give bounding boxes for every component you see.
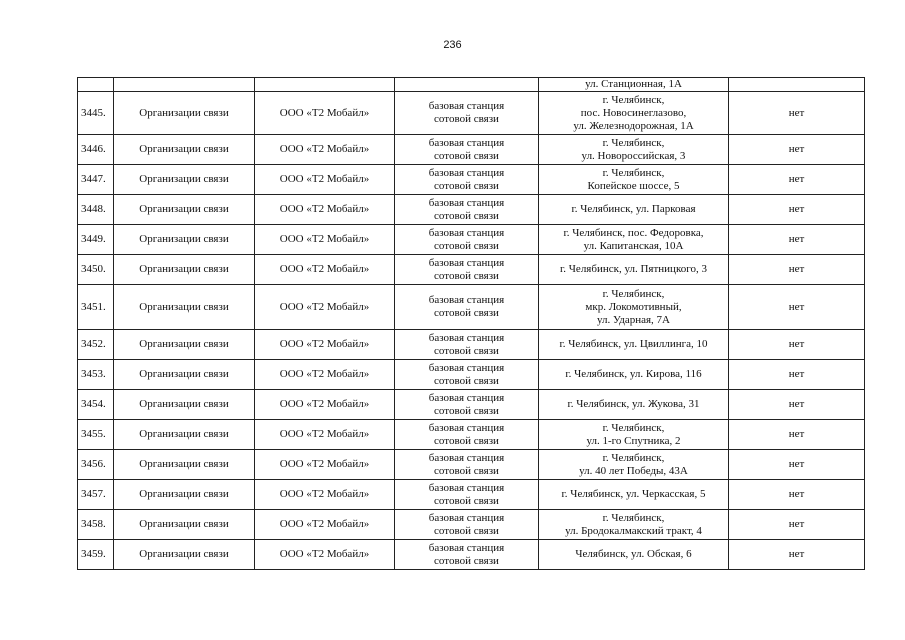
cell-organization: ООО «Т2 Мобайл» [255,165,395,195]
object-line: базовая станция [428,256,505,269]
cell-object [395,165,539,195]
cell-status: нет [729,195,865,225]
cell-category: Организации связи [114,420,255,450]
cell-object [395,92,539,135]
table-row [78,540,865,570]
cell-object [395,420,539,450]
cell-number [78,78,114,92]
address-line: ул. Капитанская, 10А [583,239,684,252]
cell-object [395,510,539,540]
cell-address [539,330,729,360]
object-line: базовая станция [428,166,505,179]
cell-organization: ООО «Т2 Мобайл» [255,92,395,135]
object-line: базовая станция [428,421,505,434]
cell-organization: ООО «Т2 Мобайл» [255,255,395,285]
cell-status: нет [729,360,865,390]
cell-address [539,450,729,480]
cell-organization: ООО «Т2 Мобайл» [255,330,395,360]
cell-category: Организации связи [114,165,255,195]
cell-organization: ООО «Т2 Мобайл» [255,510,395,540]
object-line: сотовой связи [434,239,499,252]
cell-category: Организации связи [114,285,255,330]
cell-address [539,510,729,540]
cell-status: нет [729,330,865,360]
table-row [78,360,865,390]
cell-organization: ООО «Т2 Мобайл» [255,225,395,255]
object-line: базовая станция [428,294,505,306]
cell-object [395,195,539,225]
cell-number: 3458. [78,510,114,540]
cell-object [395,255,539,285]
address-line: г. Челябинск, пос. Федоровка, [563,226,704,239]
cell-category: Организации связи [114,195,255,225]
address-line: Челябинск, ул. Обская, 6 [575,548,692,560]
cell-number: 3448. [78,195,114,225]
cell-object [395,390,539,420]
object-line: базовая станция [428,481,505,494]
cell-organization: ООО «Т2 Мобайл» [255,420,395,450]
cell-status: нет [729,135,865,165]
address-line: мкр. Локомотивный, [585,300,682,313]
address-line: г. Челябинск, ул. Цвиллинга, 10 [559,338,708,350]
cell-category: Организации связи [114,390,255,420]
object-line: базовая станция [428,541,505,554]
object-line: сотовой связи [434,374,499,387]
address-line: ул. Станционная, 1А [585,78,682,90]
object-line: сотовой связи [434,179,499,192]
object-line: сотовой связи [434,404,499,417]
cell-organization: ООО «Т2 Мобайл» [255,480,395,510]
cell-address [539,92,729,135]
address-line: г. Челябинск, ул. Жукова, 31 [567,398,700,410]
cell-number: 3450. [78,255,114,285]
object-line: сотовой связи [434,307,499,319]
address-line: г. Челябинск, [602,287,665,300]
cell-object [395,360,539,390]
cell-number: 3445. [78,92,114,135]
cell-address [539,285,729,330]
cell-status: нет [729,225,865,255]
address-line: пос. Новосинеглазово, [580,106,687,119]
cell-status: нет [729,92,865,135]
cell-address [539,480,729,510]
address-line: ул. Ударная, 7А [596,313,670,326]
table-row [78,480,865,510]
object-line: сотовой связи [434,113,499,125]
table-row [78,195,865,225]
object-line: сотовой связи [434,524,499,537]
address-line: ул. Бродокалмакский тракт, 4 [565,524,702,537]
object-line: сотовой связи [434,494,499,507]
cell-category: Организации связи [114,330,255,360]
registry-table [77,77,865,570]
cell-address [539,360,729,390]
cell-organization: ООО «Т2 Мобайл» [255,450,395,480]
cell-organization: ООО «Т2 Мобайл» [255,360,395,390]
cell-status: нет [729,165,865,195]
cell-number: 3457. [78,480,114,510]
cell-organization: ООО «Т2 Мобайл» [255,195,395,225]
address-line: ул. Новороссийская, 3 [581,149,686,162]
object-line: базовая станция [428,451,505,464]
cell-address [539,135,729,165]
object-line: сотовой связи [434,209,499,222]
address-line: г. Челябинск, [602,451,665,464]
cell-status: нет [729,285,865,330]
table-row-continued [78,78,865,92]
cell-number: 3452. [78,330,114,360]
table-row [78,420,865,450]
table-row [78,330,865,360]
address-line: г. Челябинск, ул. Черкасская, 5 [561,488,706,500]
address-line: г. Челябинск, ул. Пятницкого, 3 [560,263,707,275]
table-row [78,450,865,480]
cell-organization: ООО «Т2 Мобайл» [255,390,395,420]
table-body [78,78,865,570]
cell-status: нет [729,510,865,540]
cell-object [395,78,539,92]
cell-organization: ООО «Т2 Мобайл» [255,135,395,165]
object-line: базовая станция [428,331,505,344]
object-line: базовая станция [428,511,505,524]
object-line: сотовой связи [434,434,499,447]
cell-number: 3447. [78,165,114,195]
object-line: базовая станция [428,226,505,239]
cell-status: нет [729,450,865,480]
cell-number: 3455. [78,420,114,450]
table-row [78,390,865,420]
cell-status [729,78,865,92]
object-line: базовая станция [428,136,505,149]
cell-number: 3453. [78,360,114,390]
cell-object [395,540,539,570]
table-row [78,225,865,255]
cell-category: Организации связи [114,255,255,285]
cell-status: нет [729,390,865,420]
object-line: базовая станция [428,100,505,112]
address-line: г. Челябинск, [602,136,665,149]
address-line: г. Челябинск, [602,511,665,524]
address-line: г. Челябинск, ул. Кирова, 116 [565,368,702,380]
cell-object [395,330,539,360]
cell-category: Организации связи [114,510,255,540]
object-line: сотовой связи [434,554,499,567]
cell-address [539,390,729,420]
cell-number: 3446. [78,135,114,165]
cell-status: нет [729,420,865,450]
table-row [78,285,865,330]
table-row [78,165,865,195]
cell-number: 3449. [78,225,114,255]
address-line: г. Челябинск, ул. Парковая [571,203,696,215]
cell-address [539,255,729,285]
table-row [78,92,865,135]
cell-object [395,480,539,510]
address-line: ул. Железнодорожная, 1А [573,119,694,132]
cell-category: Организации связи [114,540,255,570]
object-line: сотовой связи [434,464,499,477]
cell-address [539,225,729,255]
table-row [78,255,865,285]
cell-number: 3456. [78,450,114,480]
cell-category [114,78,255,92]
address-line: ул. 40 лет Победы, 43А [579,464,688,477]
cell-status: нет [729,480,865,510]
cell-number: 3459. [78,540,114,570]
object-line: сотовой связи [434,149,499,162]
cell-object [395,225,539,255]
cell-address [539,540,729,570]
address-line: Копейское шоссе, 5 [587,179,680,192]
cell-status: нет [729,540,865,570]
cell-address [539,195,729,225]
address-line: г. Челябинск, [602,93,665,106]
cell-category: Организации связи [114,135,255,165]
cell-organization: ООО «Т2 Мобайл» [255,285,395,330]
address-line: ул. 1-го Спутника, 2 [586,434,681,447]
address-line: г. Челябинск, [602,166,665,179]
cell-number: 3454. [78,390,114,420]
cell-organization [255,78,395,92]
cell-category: Организации связи [114,92,255,135]
cell-object [395,135,539,165]
object-line: сотовой связи [434,269,499,282]
address-line: г. Челябинск, [602,421,665,434]
cell-organization: ООО «Т2 Мобайл» [255,540,395,570]
cell-object [395,450,539,480]
cell-address [539,78,729,92]
object-line: базовая станция [428,361,505,374]
object-line: сотовой связи [434,344,499,357]
table-row [78,510,865,540]
cell-status: нет [729,255,865,285]
cell-category: Организации связи [114,225,255,255]
cell-address [539,420,729,450]
object-line: базовая станция [428,391,505,404]
cell-object [395,285,539,330]
object-line: базовая станция [428,196,505,209]
cell-address [539,165,729,195]
page-number: 236 [443,39,462,51]
cell-number: 3451. [78,285,114,330]
table-row [78,135,865,165]
cell-category: Организации связи [114,450,255,480]
cell-category: Организации связи [114,480,255,510]
cell-category: Организации связи [114,360,255,390]
